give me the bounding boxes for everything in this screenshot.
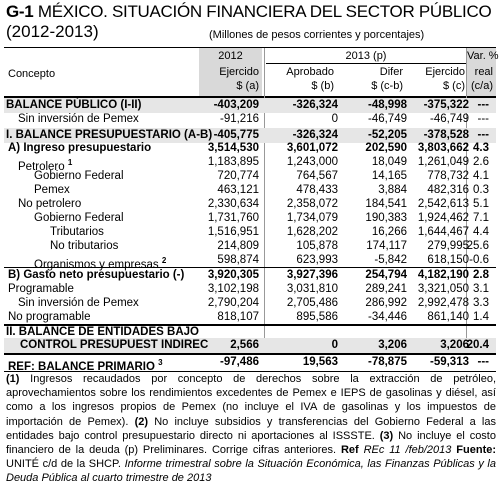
row-label: II. BALANCE DE ENTIDADES BAJO (6, 326, 199, 338)
cell-difer: 3,206 (378, 339, 407, 351)
source-italic: Informe trimestral sobre la Situación Económica, las Finanzas Públicas y la Deuda Pública al cuarto trimestre de 2013 (6, 458, 496, 485)
rule-year2013 (266, 63, 466, 64)
cell-ejercido: 861,140 (427, 311, 469, 323)
row-label: Organismos y empresas $^2$ (34, 256, 167, 271)
note1-text: Ingresos recaudados por concepto de derechos sobre la extracción de petróleo, aprovechamientos sobre los rendimientos excedentes de Pemex e IEPS de gasolinas y diésel, así como a los ingresos propios de Pemex (no incluye el IVA de gasolinas y los impuestos de importación de Pemex). (6, 373, 496, 428)
header-col3-b: $ (c-b) (371, 80, 403, 92)
row-label: Pemex (34, 184, 70, 196)
header-concept: Concepto (8, 68, 56, 80)
table-period: (2012-2013) (6, 22, 99, 41)
cell-var: --- (477, 129, 489, 141)
cell-aprobado: 1,628,202 (286, 226, 338, 238)
table-row (4, 282, 496, 297)
footnote-marker: 2 (161, 256, 167, 265)
table-row (4, 338, 496, 353)
cell-ejercido: 1,644,467 (417, 226, 469, 238)
cell-2012: 463,121 (217, 184, 259, 196)
cell-var: 4.4 (473, 226, 489, 238)
footnote-marker: 1 (67, 158, 73, 167)
cell-ejercido: 3,803,662 (417, 142, 469, 154)
cell-ejercido: 4,182,190 (417, 269, 469, 281)
table-row (4, 268, 496, 283)
cell-var: 0.3 (473, 184, 489, 196)
cell-difer: -52,205 (367, 129, 407, 141)
cell-2012: -405,775 (213, 129, 259, 141)
row-label: Gobierno Federal (34, 212, 124, 224)
cell-aprobado: 0 (331, 339, 338, 351)
cell-2012: 1,183,895 (207, 156, 259, 168)
header-col5-b: (c/a) (471, 80, 493, 92)
cell-var: --- (477, 113, 489, 125)
cell-2012: 1,516,951 (207, 226, 259, 238)
cell-2012: -97,486 (219, 356, 259, 368)
rule-before-notes (4, 371, 496, 372)
cell-var: -0.6 (469, 254, 489, 266)
cell-2012: 3,920,305 (207, 269, 259, 281)
note3-number: (3) (379, 429, 394, 442)
cell-ejercido: 1,261,049 (417, 156, 469, 168)
cell-2012: 818,107 (217, 311, 259, 323)
table-code: G-1 (6, 2, 34, 21)
row-label: Tributarios (50, 226, 104, 238)
cell-difer: 286,992 (365, 297, 407, 309)
cell-var: 20.4 (466, 339, 489, 351)
row-label: Sin inversión de Pemex (18, 297, 139, 309)
cell-2012: 2,790,204 (207, 297, 259, 309)
cell-difer: 14,165 (371, 170, 407, 182)
cell-var: 3.3 (473, 297, 489, 309)
row-label: B) Gasto neto presupuestario (-) (8, 269, 185, 281)
cell-var: 2.6 (473, 156, 489, 168)
row-label: Gobierno Federal (34, 170, 124, 182)
cell-difer: -34,446 (367, 311, 407, 323)
cell-aprobado: 1,734,079 (286, 212, 338, 224)
source-text: UNITÉ c/d de la SHCP. (6, 458, 121, 471)
cell-aprobado: 2,358,072 (286, 198, 338, 210)
header-col4-b: $ (c) (443, 80, 465, 92)
table-row (4, 197, 496, 212)
cell-aprobado: 3,031,810 (286, 283, 338, 295)
header-col3-a: Difer (379, 66, 403, 78)
cell-aprobado: 0 (331, 113, 338, 125)
table-row (4, 310, 496, 325)
table-title-text: MÉXICO. SITUACIÓN FINANCIERA DEL SECTOR PÚBLICO (37, 2, 492, 21)
cell-difer: 254,794 (365, 269, 407, 281)
cell-aprobado: 764,567 (296, 170, 338, 182)
cell-difer: 202,590 (365, 142, 407, 154)
cell-ejercido: 2,542,613 (417, 198, 469, 210)
table-row (4, 155, 496, 173)
row-label: No tributarios (50, 240, 119, 252)
cell-var: 5.1 (473, 198, 489, 210)
cell-difer: 18,049 (371, 156, 407, 168)
cell-difer: 289,241 (365, 283, 407, 295)
row-label: No programable (8, 311, 91, 323)
cell-aprobado: 478,433 (296, 184, 338, 196)
cell-difer: 16,266 (371, 226, 407, 238)
cell-aprobado: 19,563 (302, 356, 338, 368)
footnotes (6, 372, 496, 486)
note2-text: No incluye subsidios y transferencias del Gobierno Federal a las entidades bajo control presupuestario directo ni aportaciones al ISSSTE. (6, 415, 496, 442)
cell-difer: 190,383 (365, 212, 407, 224)
table-units: (Millones de pesos corrientes y porcentajes) (209, 29, 425, 41)
row-label: Programable (8, 283, 74, 295)
row-label: REF: BALANCE PRIMARIO $^3$ (8, 358, 163, 373)
table-title (6, 2, 491, 22)
cell-ejercido: 2,992,478 (417, 297, 469, 309)
cell-ejercido: 3,321,050 (417, 283, 469, 295)
table-row (4, 169, 496, 184)
table-row (4, 141, 496, 156)
cell-ejercido: 1,924,462 (417, 212, 469, 224)
cell-ejercido: 778,732 (427, 170, 469, 182)
cell-aprobado: 105,878 (296, 240, 338, 252)
table-row (4, 296, 496, 311)
row-label: Petrolero $^1$ (18, 158, 73, 173)
cell-aprobado: 1,243,000 (286, 156, 338, 168)
cell-var: --- (477, 356, 489, 368)
cell-2012: 2,330,634 (207, 198, 259, 210)
cell-ejercido: 279,995 (427, 240, 469, 252)
rule-top (4, 47, 496, 48)
cell-var: --- (477, 99, 489, 111)
cell-var: 2.8 (473, 269, 489, 281)
cell-var: 4.3 (473, 142, 489, 154)
cell-ejercido: 618,150 (427, 254, 469, 266)
cell-ejercido: 482,316 (427, 184, 469, 196)
source-label: Fuente: (456, 444, 497, 457)
table-row-primary-balance (4, 355, 496, 373)
row-label: I. BALANCE PRESUPUESTARIO (A-B) (6, 129, 213, 141)
table-row (4, 112, 496, 127)
cell-difer: 184,541 (365, 198, 407, 210)
header-year-2012: 2012 (218, 50, 243, 62)
cell-2012: 1,731,760 (207, 212, 259, 224)
table-row (4, 239, 496, 254)
note3-text: No incluye el costo financiero de la deuda (p) Preliminares. Corrige cifras anteriores. (6, 429, 496, 457)
table-row (4, 98, 496, 113)
header-col4-a: Ejercido (425, 66, 465, 78)
row-label: Sin inversión de Pemex (18, 113, 139, 125)
cell-2012: 2,566 (230, 339, 259, 351)
header-var: Var. % (467, 50, 499, 62)
ref-text: REc 11 /feb/2013 (363, 444, 452, 457)
note2-number: (2) (134, 415, 149, 428)
cell-aprobado: -326,324 (292, 129, 338, 141)
table-row (4, 183, 496, 198)
cell-2012: -91,216 (219, 113, 259, 125)
cell-2012: 3,102,198 (207, 283, 259, 295)
cell-ejercido: -46,749 (429, 113, 469, 125)
cell-2012: 598,874 (217, 254, 259, 266)
cell-difer: -46,749 (367, 113, 407, 125)
cell-var: 3.1 (473, 283, 489, 295)
header-col1-a: Ejercido (219, 66, 259, 78)
header-col1-b: $ (a) (236, 80, 259, 92)
note1-number: (1) (6, 373, 20, 385)
cell-ejercido: -59,313 (429, 356, 469, 368)
cell-difer: -48,998 (367, 99, 407, 111)
header-year-2013: 2013 (p) (345, 50, 387, 62)
cell-2012: 214,809 (217, 240, 259, 252)
row-label: BALANCE PÚBLICO (I-II) (6, 99, 142, 111)
header-col2-b: $ (b) (311, 80, 334, 92)
cell-ejercido: 3,206 (440, 339, 469, 351)
table-row (4, 211, 496, 226)
header-col2-a: Aprobado (286, 66, 334, 78)
cell-aprobado: 2,705,486 (286, 297, 338, 309)
cell-var: 1.4 (473, 311, 489, 323)
cell-aprobado: 3,601,072 (286, 142, 338, 154)
cell-ejercido: -378,528 (423, 129, 469, 141)
row-label: CONTROL PRESUPUEST INDIREC (20, 339, 209, 351)
cell-aprobado: 3,927,396 (286, 269, 338, 281)
cell-aprobado: -326,324 (292, 99, 338, 111)
cell-ejercido: -375,322 (423, 99, 469, 111)
cell-difer: -5,842 (374, 254, 407, 266)
cell-2012: 3,514,530 (207, 142, 259, 154)
header-col5-a: real (474, 66, 493, 78)
cell-aprobado: 895,586 (296, 311, 338, 323)
ref-label: Ref (340, 444, 359, 457)
table-row (4, 225, 496, 240)
cell-2012: 720,774 (217, 170, 259, 182)
row-label: A) Ingreso presupuestario (8, 142, 152, 154)
cell-difer: -78,875 (367, 356, 407, 368)
cell-difer: 3,884 (378, 184, 407, 196)
cell-var: 7.1 (473, 212, 489, 224)
table-row (4, 253, 496, 271)
footnote-marker: 3 (158, 358, 163, 367)
cell-2012: -403,209 (213, 99, 259, 111)
row-label: No petrolero (18, 198, 82, 210)
cell-difer: 174,117 (366, 240, 407, 252)
cell-var: 4.1 (473, 170, 489, 182)
cell-var: 25.6 (466, 240, 489, 252)
cell-aprobado: 623,993 (296, 254, 338, 266)
